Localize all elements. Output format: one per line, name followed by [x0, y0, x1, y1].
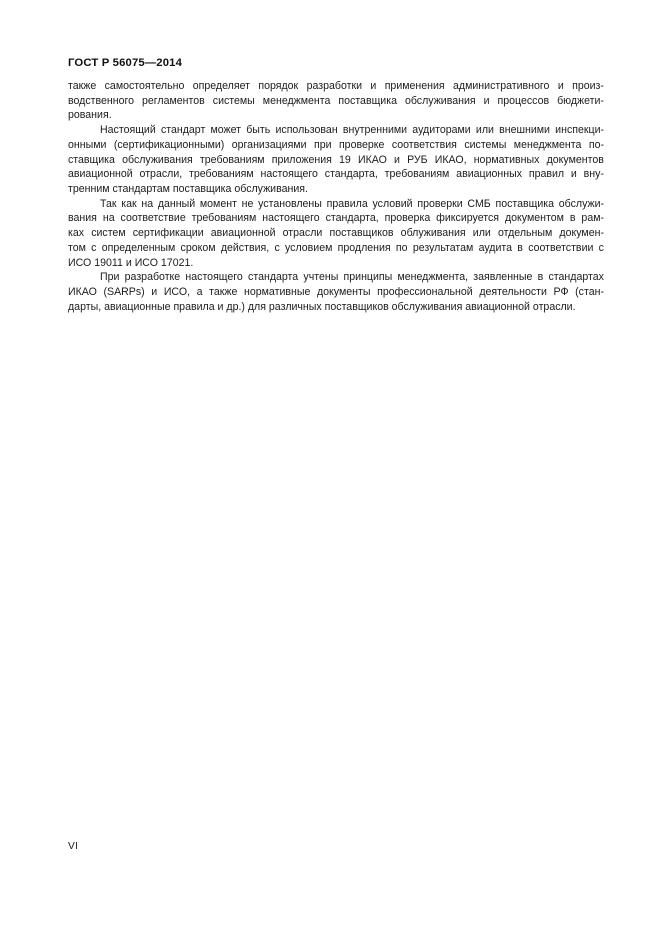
body-text-line: дарты, авиационные правила и др.) для различных поставщиков обслуживания авиационной отрасли.: [68, 300, 576, 313]
page-number: VI: [68, 841, 79, 852]
body-paragraph: [68, 79, 604, 123]
body-text-line: ИСО 19011 и ИСО 17021.: [68, 256, 194, 269]
body-text-line: тренним стандартам поставщика обслуживания.: [68, 183, 308, 196]
body-text-line: рования.: [68, 109, 112, 122]
body-paragraph: [68, 123, 604, 197]
body-text-line: ставщика обслуживания требованиям приложения 19 ИКАО и РУБ ИКАО, нормативных документов: [68, 153, 604, 166]
body-text-line: том с определенным сроком действия, с условием продления по результатам аудита в соответствии с: [68, 241, 604, 254]
document-body: [68, 79, 604, 315]
body-text-line: ИКАО (SARPs) и ИСО, а также нормативные документы профессиональной деятельности РФ (стан-: [68, 286, 604, 299]
body-text-line: Так как на данный момент не установлены правила условий проверки СМБ поставщика обслужи-: [100, 197, 605, 210]
body-text-line: водственного регламентов системы менеджмента поставщика обслуживания и процессов бюджети-: [68, 94, 604, 107]
body-text-line: Настоящий стандарт может быть использован внутренними аудиторами или внешними инспекци-: [100, 124, 605, 137]
body-text-line: вания на соответствие требованиям настоящего стандарта, проверка фиксируется документом в рам-: [68, 212, 605, 225]
body-text-line: ках систем сертификации авиационной отрасли поставщиков облуживания или отдельным докумен-: [68, 227, 604, 240]
body-text-line: авиационной отрасли, требованиям настоящего стандарта, требованиям авиационных правил и вну-: [68, 168, 604, 181]
body-text-line: При разработке настоящего стандарта учтены принципы менеджмента, заявленные в стандартах: [100, 271, 604, 284]
page-header-standard-number: ГОСТ Р 56075—2014: [68, 57, 183, 69]
body-text-line: онными (сертификационными) организациями при проверке соответствия системы менеджмента по-: [68, 138, 604, 151]
body-paragraph: [68, 270, 604, 314]
body-text-line: также самостоятельно определяет порядок разработки и применения административного и произ-: [68, 80, 604, 92]
body-paragraph: [68, 197, 604, 271]
